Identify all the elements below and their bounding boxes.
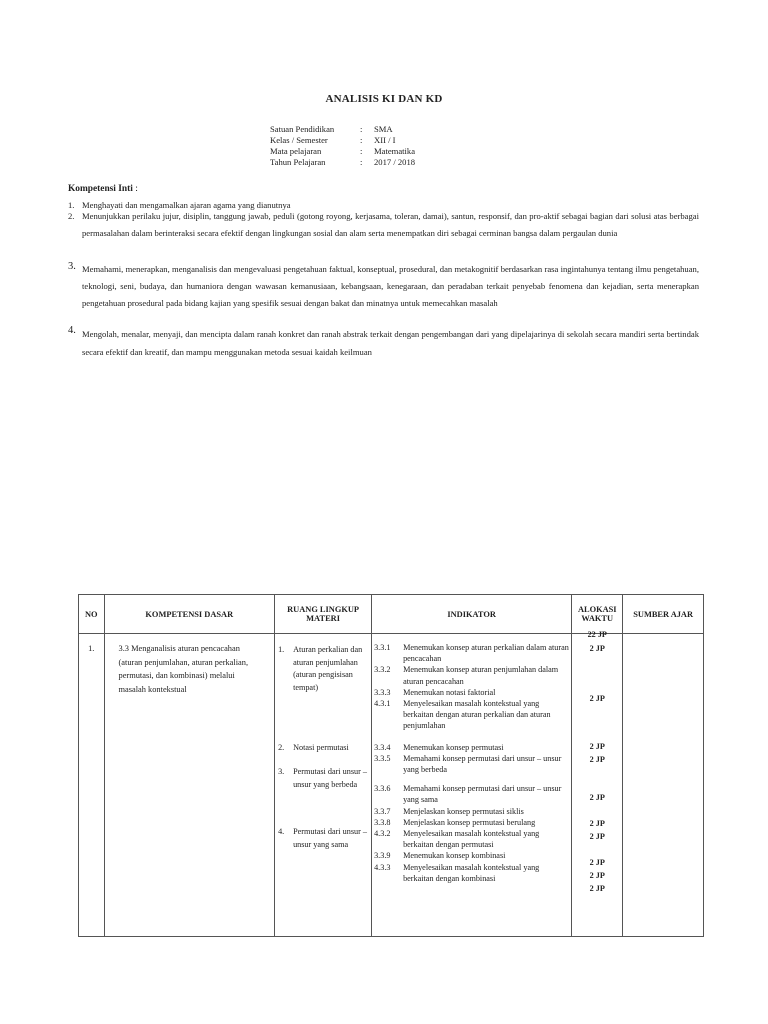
alokasi-value: 2 JP [589,755,605,764]
materi-number: 3. [278,767,285,776]
indikator-text: Menjelaskan konsep permutasi siklis [403,806,524,816]
meta-row [270,157,415,168]
alokasi-value: 2 JP [589,793,605,802]
indikator-item [374,742,569,753]
indikator-text: Memahami konsep permutasi dari unsur – unsur yang sama [403,784,562,805]
meta-row [270,146,415,157]
ki-number: 1. [68,200,75,210]
meta-row [270,135,415,146]
alokasi-value: 2 JP [589,832,605,841]
sumber-ajar-cell [623,634,704,937]
indikator-code: 3.3.1 [374,643,391,652]
indikator-item [374,642,569,664]
indikator-text: Menemukan konsep aturan penjumlahan dalam aturan pencacahan [403,665,559,686]
meta-separator: : [360,157,363,167]
indikator-text: Menyelesaikan masalah kontekstual yang berkaitan dengan aturan perkalian dan aturan penjumlahan [403,699,551,731]
indikator-text: Menemukan konsep aturan perkalian dalam aturan pencacahan [403,643,569,664]
ki-number: 4. [68,325,76,336]
alokasi-waktu-cell [572,630,623,937]
indikator-item [374,817,569,828]
indikator-item [374,806,569,817]
meta-label: Tahun Pelajaran [270,157,326,167]
indikator-code: 4.3.3 [374,862,391,872]
meta-label: Satuan Pendidikan [270,124,335,134]
indikator-code: 4.3.2 [374,829,391,839]
indikator-code: 3.3.2 [374,665,391,675]
kompetensi-dasar-text: 3.3 Menganalisis aturan pencacahan (aturan penjumlahan, aturan perkalian, permutasi, dan kombinasi) melalui masalah kontekstual [118,644,249,694]
materi-number: 2. [278,743,285,752]
meta-value: XII / I [374,135,396,145]
ki-number: 3. [68,261,76,272]
kd-analysis-table [78,594,704,937]
ruang-lingkup-cell [275,634,372,937]
indikator-item [374,850,569,861]
meta-separator: : [360,124,363,134]
indikator-text: Menyelesaikan masalah kontekstual yang berkaitan dengan permutasi [403,829,540,850]
row-number: 1. [79,634,105,937]
ki-heading [68,184,138,194]
meta-separator: : [360,135,363,145]
meta-label: Kelas / Semester [270,135,328,145]
materi-item [278,826,367,874]
indikator-code: 3.3.7 [374,806,391,816]
indikator-item [374,753,569,783]
ki-text: Menghayati dan mengamalkan ajaran agama yang dianutnya [82,200,291,210]
alokasi-value: 2 JP [589,871,605,880]
materi-text: Permutasi dari unsur – unsur yang berbeda [293,767,367,789]
materi-item [278,742,367,766]
indikator-text: Menemukan notasi faktorial [403,687,496,697]
materi-text: Aturan perkalian dan aturan penjumlahan (aturan pengisisan tempat) [293,645,363,692]
ki-item [68,325,699,361]
indikator-code: 3.3.3 [374,687,391,697]
ki-item [68,211,699,261]
alokasi-value: 2 JP [589,694,605,703]
meta-row [270,124,415,135]
indikator-item [374,862,569,884]
indikator-code: 3.3.6 [374,784,391,794]
ki-item [68,261,699,325]
alokasi-value: 2 JP [589,819,605,828]
indikator-item [374,828,569,850]
materi-number: 4. [278,827,285,836]
header-ruang-lingkup: RUANG LINGKUP MATERI [275,595,372,634]
document-meta [270,124,415,168]
header-kompetensi-dasar: KOMPETENSI DASAR [104,595,275,634]
alokasi-value: 22 JP [587,630,607,639]
materi-text: Permutasi dari unsur – unsur yang sama [293,827,367,849]
materi-text: Notasi permutasi [293,743,349,752]
ki-text: Memahami, menerapkan, menganalisis dan mengevaluasi pengetahuan faktual, konseptual, prosedural, dan metakognitif berdasarkan rasa ingintahunya tentang ilmu pengetahuan, teknologi, seni, budaya, dan humaniora dengan wawasan kemanusiaan, kebangsaan, kenegaraan, dan peradaban terkait penyebab fenomena dan kejadian, serta menerapkan pengetahuan prosedural pada bidang kajian yang spesifik sesuai dengan bakat dan minatnya untuk memecahkan masalah [82,264,699,308]
indikator-code: 3.3.9 [374,851,391,861]
alokasi-value: 2 JP [589,858,605,867]
indikator-item [374,698,569,742]
indikator-code: 4.3.1 [374,699,391,709]
ki-heading-label: Kompetensi Inti [68,184,133,194]
ki-list [68,200,699,361]
ki-text: Menunjukkan perilaku jujur, disiplin, tanggung jawab, peduli (gotong royong, kerjasama, toleran, damai), santun, responsif, dan pro-aktif sebagai bagian dari solusi atas berbagai permasalahan dalam berinteraksi secara efektif dengan lingkungan sosial dan alam serta menempatkan diri sebagai cerminan bangsa dalam pergaulan dunia [82,211,699,238]
ki-heading-colon: : [132,184,138,194]
indikator-code: 3.3.4 [374,743,391,753]
indikator-text: Menemukan konsep permutasi [403,743,504,753]
indikator-item [374,687,569,698]
indikator-cell [372,634,572,937]
kompetensi-dasar-cell [104,634,275,937]
ki-number: 2. [68,211,75,221]
materi-item [278,644,367,742]
ki-text: Mengolah, menalar, menyaji, dan mencipta dalam ranah konkret dan ranah abstrak terkait dengan pengembangan dari yang dipelajarinya di sekolah secara mandiri serta bertindak secara efektif dan kreatif, dan mampu menggunakan metoda sesuai kaidah keilmuan [82,329,699,357]
alokasi-value: 2 JP [589,742,605,751]
indikator-code: 3.3.8 [374,817,391,827]
alokasi-value: 2 JP [589,644,605,653]
meta-label: Mata pelajaran [270,146,322,156]
meta-value: Matematika [374,146,416,156]
indikator-text: Menyelesaikan masalah kontekstual yang berkaitan dengan kombinasi [403,862,540,883]
indikator-code: 3.3.5 [374,754,391,764]
header-sumber-ajar: SUMBER AJAR [623,595,704,634]
table-header-row [79,595,704,634]
indikator-text: Menemukan konsep kombinasi [403,851,506,861]
alokasi-value: 2 JP [589,884,605,893]
indikator-text: Menjelaskan konsep permutasi berulang [403,817,536,827]
header-indikator: INDIKATOR [372,595,572,634]
meta-value: 2017 / 2018 [374,157,416,167]
meta-value: SMA [374,124,393,134]
indikator-text: Memahami konsep permutasi dari unsur – unsur yang berbeda [403,754,562,775]
meta-separator: : [360,146,363,156]
indikator-item [374,664,569,686]
materi-number: 1. [278,645,285,654]
indikator-item [374,783,569,805]
document-title: ANALISIS KI DAN KD [325,93,443,105]
header-no: NO [79,595,105,634]
header-alokasi-waktu: ALOKASI WAKTU [572,595,623,634]
table-row [79,634,704,937]
materi-item [278,766,367,826]
